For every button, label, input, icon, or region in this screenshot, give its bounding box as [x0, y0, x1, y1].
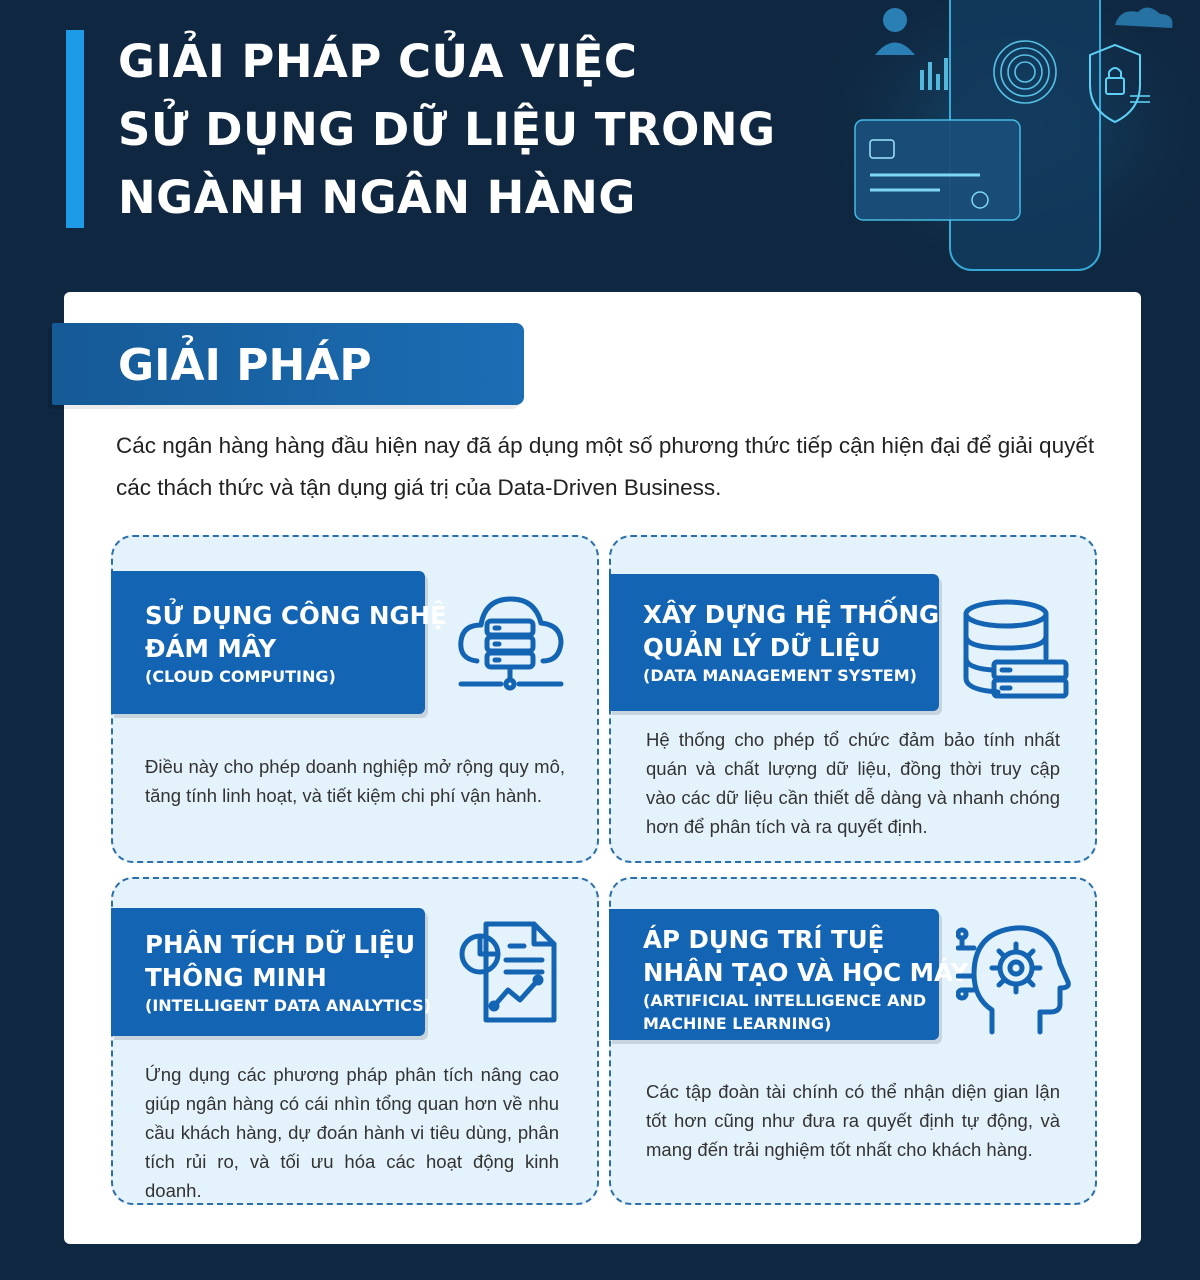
solution-description: Điều này cho phép doanh nghiệp mở rộng quy mô, tăng tính linh hoạt, và tiết kiệm chi phí vận hành. — [145, 756, 565, 806]
analytics-report-icon — [456, 920, 560, 1026]
solution-title — [643, 923, 968, 1035]
page-title-line: GIẢI PHÁP CỦA VIỆC — [118, 35, 638, 88]
cloud-server-icon — [455, 585, 567, 695]
solution-description: Hệ thống cho phép tổ chức đảm bảo tính nhất quán và chất lượng dữ liệu, đồng thời truy cập vào các dữ liệu cần thiết dễ dàng và nhanh chóng hơn để phân tích và ra quyết định. — [646, 729, 1060, 837]
solution-description: Các tập đoàn tài chính có thể nhận diện gian lận tốt hơn cũng như đưa ra quyết định tự động, và mang đến trải nghiệm tốt nhất cho khách hàng. — [646, 1081, 1060, 1160]
solution-title-line: THÔNG MINH — [145, 963, 327, 992]
solution-title-box — [111, 571, 447, 714]
solution-title-line: ÁP DỤNG TRÍ TUỆ — [643, 925, 885, 954]
page-title — [118, 28, 858, 232]
solution-subtitle: MACHINE LEARNING) — [643, 1014, 832, 1033]
page-title-line: NGÀNH NGÂN HÀNG — [118, 171, 636, 224]
solution-title — [643, 598, 939, 687]
solution-title-line: NHÂN TẠO VÀ HỌC MÁY — [643, 958, 969, 987]
solution-title-box — [111, 908, 432, 1036]
solution-title-line: ĐÁM MÂY — [145, 634, 277, 663]
section-heading — [52, 323, 524, 405]
ai-head-gear-icon — [956, 918, 1074, 1038]
solution-subtitle: (INTELLIGENT DATA ANALYTICS) — [145, 996, 432, 1015]
section-heading-label: GIẢI PHÁP — [118, 340, 372, 391]
solution-title-box — [609, 909, 969, 1040]
page-title-line: SỬ DỤNG DỮ LIỆU TRONG — [118, 103, 776, 156]
database-icon — [962, 598, 1070, 702]
solution-title-line: SỬ DỤNG CÔNG NGHỆ — [145, 601, 447, 630]
solution-subtitle: (CLOUD COMPUTING) — [145, 667, 336, 686]
solution-title-box — [609, 574, 939, 711]
intro-paragraph: Các ngân hàng hàng đầu hiện nay đã áp dụng một số phương thức tiếp cận hiện đại để giải quyết các thách thức và tận dụng giá trị của Data-Driven Business. — [116, 433, 1095, 500]
solution-subtitle: (DATA MANAGEMENT SYSTEM) — [643, 666, 917, 685]
header-accent-bar — [66, 30, 84, 228]
solution-title-line: QUẢN LÝ DỮ LIỆU — [643, 633, 881, 662]
solution-title-line: PHÂN TÍCH DỮ LIỆU — [145, 930, 415, 959]
solution-title — [145, 599, 447, 688]
solution-subtitle: (ARTIFICIAL INTELLIGENCE AND — [643, 991, 927, 1010]
digital-banking-illustration — [830, 0, 1200, 280]
solution-description: Ứng dụng các phương pháp phân tích nâng cao giúp ngân hàng có cái nhìn tổng quan hơn về nhu cầu khách hàng, dự đoán hành vi tiêu dùng, phân tích rủi ro, và tối ưu hóa các hoạt động kinh doanh. — [145, 1064, 559, 1201]
solution-title — [145, 928, 431, 1017]
solution-title-line: XÂY DỰNG HỆ THỐNG — [643, 600, 940, 629]
